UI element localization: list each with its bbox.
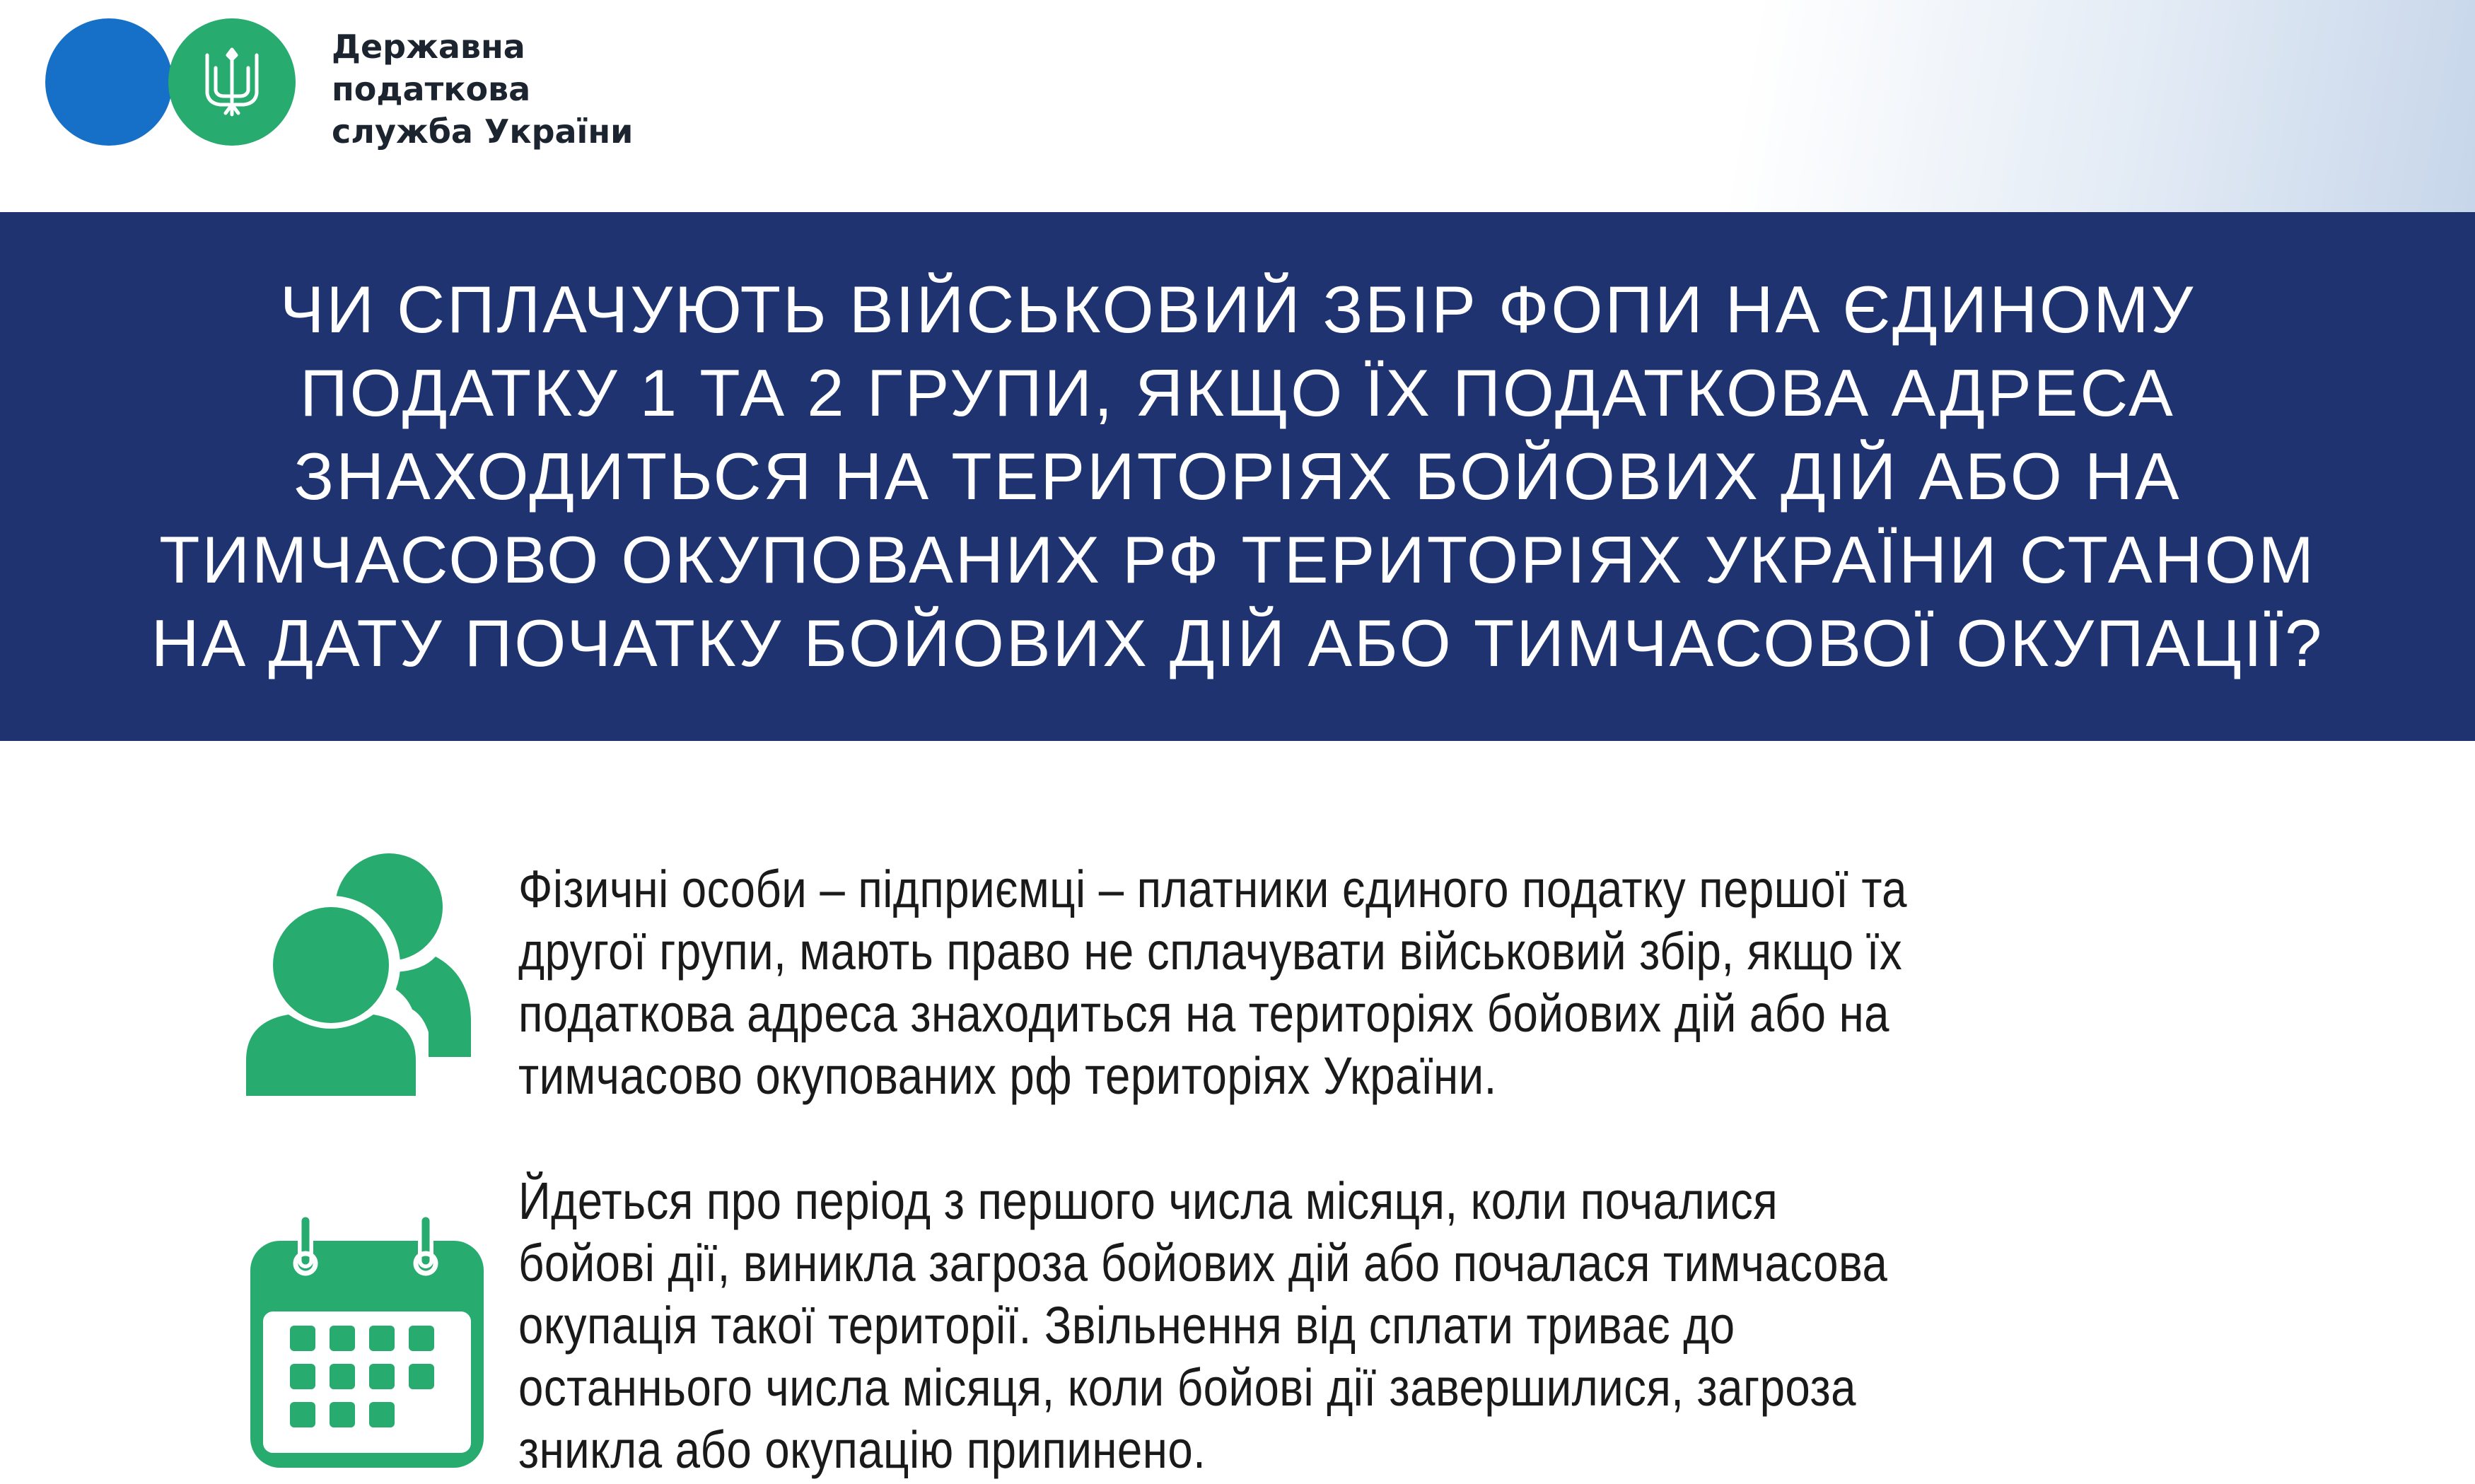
title-line: ЗНАХОДИТЬСЯ НА ТЕРИТОРІЯХ БОЙОВИХ ДІЙ АБО НА bbox=[293, 439, 2182, 513]
paragraph-exemption bbox=[518, 858, 2172, 1107]
paragraph-line: бойові дії, виникла загроза бойових дій або почалася тимчасова bbox=[518, 1234, 1888, 1292]
people-icon bbox=[246, 852, 472, 1096]
org-name-line: Державна bbox=[332, 28, 525, 66]
title-line: НА ДАТУ ПОЧАТКУ БОЙОВИХ ДІЙ АБО ТИМЧАСОВОЇ ОКУПАЦІЇ? bbox=[151, 606, 2324, 680]
page-title bbox=[7, 268, 2468, 685]
paragraph-line: зникла або окупацію припинено. bbox=[518, 1420, 1206, 1479]
org-name bbox=[332, 25, 633, 153]
org-name-line: податкова bbox=[332, 70, 531, 108]
title-line: ТИМЧАСОВО ОКУПОВАНИХ РФ ТЕРИТОРІЯХ УКРАЇНИ СТАНОМ bbox=[159, 522, 2316, 597]
calendar-icon bbox=[248, 1213, 488, 1471]
paragraph-line: Фізичні особи – підприємці – платники єдиного податку першої та bbox=[518, 860, 1908, 918]
title-line: ЧИ СПЛАЧУЮТЬ ВІЙСЬКОВИЙ ЗБІР ФОПИ НА ЄДИНОМУ bbox=[279, 272, 2196, 346]
paragraph-line: тимчасово окупованих рф територіях України. bbox=[518, 1046, 1497, 1105]
tax-service-logo bbox=[45, 18, 682, 153]
blue-circle-icon bbox=[45, 18, 173, 146]
paragraph-line: останнього числа місяця, коли бойові дії завершилися, загроза bbox=[518, 1358, 1856, 1417]
trident-icon bbox=[202, 47, 262, 117]
org-name-line: служба України bbox=[332, 112, 634, 151]
paragraph-period bbox=[518, 1170, 2172, 1481]
paragraph-line: окупація такої території. Звільнення від сплати триває до bbox=[518, 1296, 1735, 1355]
paragraph-line: Йдеться про період з першого числа місяця, коли почалися bbox=[518, 1172, 1778, 1230]
title-banner bbox=[0, 212, 2475, 741]
paragraph-line: другої групи, мають право не сплачувати військовий збір, якщо їх bbox=[518, 922, 1903, 981]
paragraph-line: податкова адреса знаходиться на територіях бойових дій або на bbox=[518, 984, 1889, 1043]
title-line: ПОДАТКУ 1 ТА 2 ГРУПИ, ЯКЩО ЇХ ПОДАТКОВА АДРЕСА bbox=[300, 356, 2175, 430]
